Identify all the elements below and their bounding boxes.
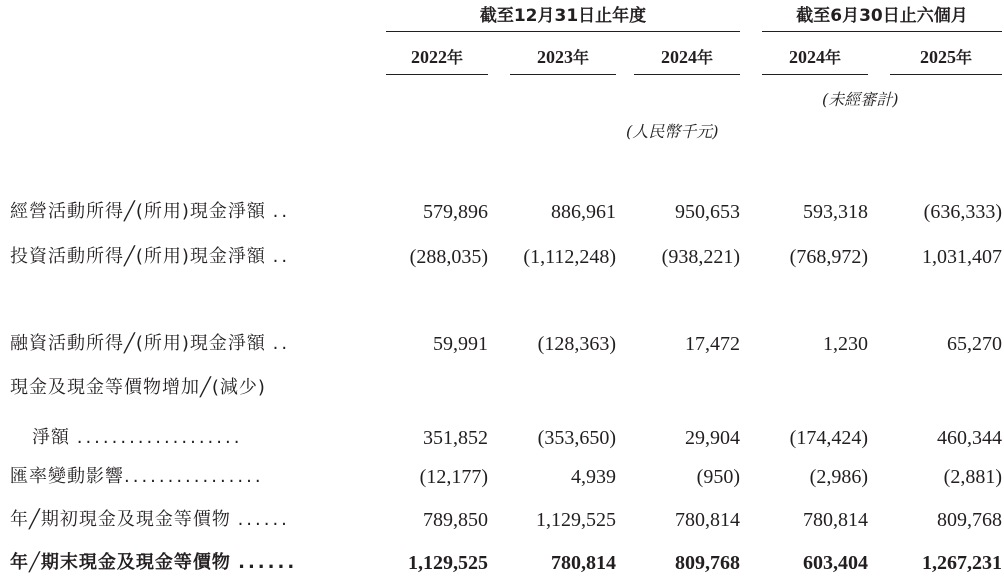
year-header-suffix: 年 [446,48,463,67]
row-label-text: 年╱期初現金及現金等價物 [10,509,231,530]
header-group-full-year-rule [386,31,740,32]
leader-dots: ................... [76,427,243,448]
cell-financing-2025-h1: 65,270 [947,333,1002,355]
year-header-number: 2023 [536,47,573,67]
year-header-rule [386,74,488,75]
cell-operating-2023: 886,961 [551,201,616,223]
cell-fx-2025-h1: (2,881) [943,466,1002,488]
cell-closing-2022: 1,129,525 [408,552,488,574]
cell-fx-2023: 4,939 [571,466,616,488]
row-label-fx-effect [10,463,360,491]
cell-investing-2023: (1,112,248) [523,246,616,268]
cell-financing-2024: 17,472 [685,333,740,355]
cell-opening-2024-h1: 780,814 [803,509,868,531]
header-group-full-year: 截至12月31日止年度 [479,6,647,26]
leader-dots: ...... [238,552,298,573]
header-group-half-year-rule [762,31,1002,32]
cell-investing-2022: (288,035) [409,246,488,268]
cell-financing-2024-h1: 1,230 [823,333,868,355]
leader-dots: .. [272,246,291,267]
row-label-text: 融資活動所得╱(所用)現金淨額 [10,333,266,354]
cell-financing-2022: 59,991 [433,333,488,355]
cell-fx-2024-h1: (2,986) [809,466,868,488]
year-header-2022 [386,44,488,70]
cell-closing-2025-h1: 1,267,231 [922,552,1002,574]
year-header-number: 2025 [919,47,956,67]
cell-fx-2024: (950) [696,466,740,488]
leader-dots: .. [272,201,291,222]
row-label-closing-cash [10,549,360,577]
year-header-number: 2024 [660,47,697,67]
year-header-rule [634,74,740,75]
year-header-suffix: 年 [696,48,713,67]
year-header-suffix: 年 [955,48,972,67]
cell-investing-2025-h1: 1,031,407 [922,246,1002,268]
row-label-net-change-line2 [32,424,360,452]
year-header-2024-half [762,44,868,70]
cell-investing-2024: (938,221) [661,246,740,268]
row-label-net-change-line1 [10,374,360,402]
cell-opening-2025-h1: 809,768 [937,509,1002,531]
cell-net-change-2024: 29,904 [685,427,740,449]
row-label-financing-cash [10,330,360,358]
year-header-rule [890,74,1002,75]
cell-net-change-2024-h1: (174,424) [789,427,868,449]
cell-closing-2023: 780,814 [551,552,616,574]
leader-dots: ................ [124,466,264,487]
year-header-number: 2022 [410,47,447,67]
cell-operating-2024-h1: 593,318 [803,201,868,223]
year-header-rule [510,74,616,75]
row-label-opening-cash [10,506,360,534]
cell-financing-2023: (128,363) [537,333,616,355]
header-group-half-year: 截至6月30日止六個月 [796,6,968,26]
currency-note: (人民幣千元) [626,122,719,141]
row-label-text: 年╱期末現金及現金等價物 [10,552,231,573]
cell-net-change-2022: 351,852 [423,427,488,449]
year-header-rule [762,74,868,75]
leader-dots: .. [272,333,291,354]
year-header-2024-full [634,44,740,70]
cell-investing-2024-h1: (768,972) [789,246,868,268]
cell-closing-2024-h1: 603,404 [803,552,868,574]
cell-operating-2024: 950,653 [675,201,740,223]
cell-fx-2022: (12,177) [419,466,488,488]
cell-operating-2025-h1: (636,333) [923,201,1002,223]
leader-dots: ...... [237,509,290,530]
row-label-text: 淨額 [32,427,70,448]
year-header-suffix: 年 [824,48,841,67]
year-header-number: 2024 [788,47,825,67]
year-header-2023 [510,44,616,70]
cell-closing-2024: 809,768 [675,552,740,574]
row-label-operating-cash [10,198,360,226]
row-label-investing-cash [10,243,360,271]
unaudited-note: (未經審計) [822,90,899,109]
row-label-text: 現金及現金等價物增加╱(減少) [10,377,266,398]
cell-net-change-2023: (353,650) [537,427,616,449]
year-header-suffix: 年 [572,48,589,67]
cell-opening-2022: 789,850 [423,509,488,531]
cell-net-change-2025-h1: 460,344 [937,427,1002,449]
row-label-text: 投資活動所得╱(所用)現金淨額 [10,246,266,267]
row-label-text: 匯率變動影響 [10,466,124,487]
year-header-2025-half [890,44,1002,70]
cell-opening-2023: 1,129,525 [536,509,616,531]
cell-operating-2022: 579,896 [423,201,488,223]
row-label-text: 經營活動所得╱(所用)現金淨額 [10,201,266,222]
cell-opening-2024: 780,814 [675,509,740,531]
